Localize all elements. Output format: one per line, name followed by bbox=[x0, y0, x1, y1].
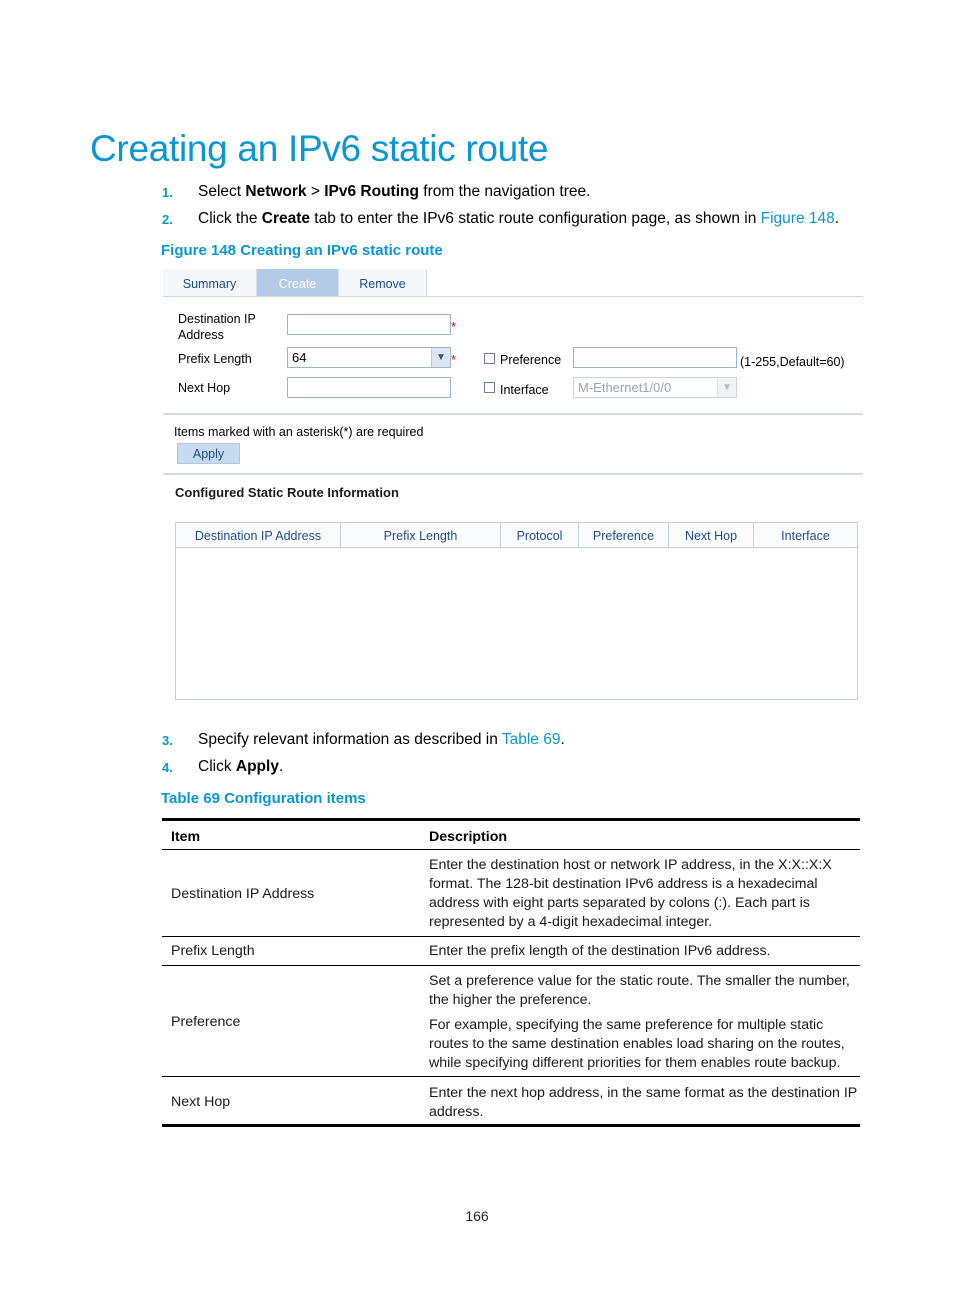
tab-bar bbox=[163, 269, 863, 297]
apply-ref: Apply bbox=[235, 758, 279, 775]
page-title: Creating an IPv6 static route bbox=[90, 128, 549, 169]
required-asterisk: * bbox=[451, 352, 457, 367]
table-cell-description: Enter the prefix length of the destination IPv6 address. bbox=[429, 943, 771, 959]
step-2 bbox=[162, 210, 882, 230]
step-number: 1. bbox=[162, 185, 173, 200]
interface-select[interactable] bbox=[573, 377, 737, 398]
interface-value: M-Ethernet1/0/0 bbox=[578, 380, 672, 395]
table-header-item: Item bbox=[171, 829, 201, 845]
step-3 bbox=[162, 731, 862, 751]
prefix-length-select[interactable] bbox=[287, 347, 451, 368]
create-route-form bbox=[163, 269, 863, 701]
prefix-length-value: 64 bbox=[292, 350, 307, 365]
table-header-description: Description bbox=[429, 829, 508, 845]
table-caption: Table 69 Configuration items bbox=[161, 790, 366, 807]
grid-col-interface[interactable]: Interface bbox=[781, 529, 830, 543]
step-text-part: Select bbox=[198, 183, 246, 200]
step-1 bbox=[162, 183, 862, 203]
grid-col-preference[interactable]: Preference bbox=[579, 523, 669, 547]
prefix-length-label: Prefix Length bbox=[178, 352, 252, 366]
step-text-part: Specify relevant information as described in bbox=[198, 731, 502, 748]
table-cell-item: Preference bbox=[171, 1014, 241, 1030]
table-cell-description: Set a preference value for the static route. The smaller the number, the higher the preference. bbox=[429, 973, 850, 1008]
tab-create[interactable]: Create bbox=[257, 269, 339, 296]
next-hop-label: Next Hop bbox=[178, 381, 231, 395]
table-rule bbox=[162, 818, 860, 821]
table-rule bbox=[162, 1124, 860, 1127]
table-cell-description: For example, specifying the same preference for multiple static routes to the same destination enables load sharing on the routes, while specifying different priorities for them enables route backup. bbox=[429, 1017, 845, 1071]
required-asterisk: * bbox=[451, 319, 457, 334]
interface-label: Interface bbox=[500, 383, 549, 397]
grid-header bbox=[176, 523, 857, 548]
apply-button[interactable]: Apply bbox=[177, 443, 240, 464]
tab-summary[interactable]: Summary bbox=[163, 269, 257, 296]
step-text bbox=[198, 731, 565, 749]
next-hop-input[interactable] bbox=[287, 377, 451, 398]
preference-checkbox[interactable] bbox=[484, 353, 495, 364]
divider bbox=[163, 473, 863, 475]
step-text-part: Click the bbox=[198, 210, 262, 227]
grid-col-prefix-length[interactable]: Prefix Length bbox=[341, 523, 501, 547]
step-number: 2. bbox=[162, 212, 173, 227]
create-tab-ref: Create bbox=[261, 210, 310, 227]
table-rule bbox=[162, 849, 860, 850]
table-cell-item: Next Hop bbox=[171, 1094, 231, 1110]
destination-label-line: Address bbox=[178, 328, 224, 342]
step-text-part: . bbox=[278, 758, 284, 775]
static-route-grid bbox=[175, 522, 858, 700]
chevron-down-icon[interactable]: ▼ bbox=[431, 348, 450, 367]
required-note: Items marked with an asterisk(*) are required bbox=[174, 425, 424, 439]
preference-label: Preference bbox=[500, 353, 562, 367]
table-rule bbox=[162, 1076, 860, 1077]
table-cell-description: Enter the destination host or network IP address, in the X:X::X:X format. The 128-bit destination IPv6 address is a hexadecimal address with eight parts separated by colons (:). Each part is represented by a 4-digit hexadecimal integer. bbox=[429, 857, 832, 930]
destination-label bbox=[178, 311, 256, 343]
page-number: 166 bbox=[465, 1208, 489, 1224]
step-text bbox=[198, 183, 590, 201]
destination-input[interactable] bbox=[287, 314, 451, 335]
table-cell-item: Prefix Length bbox=[171, 943, 255, 959]
grid-col-destination[interactable]: Destination IP Address bbox=[176, 523, 341, 547]
step-text-part: Click bbox=[198, 758, 236, 775]
destination-label-line: Destination IP bbox=[178, 312, 256, 326]
table-rule bbox=[162, 936, 860, 937]
divider bbox=[163, 413, 863, 415]
table-rule bbox=[162, 965, 860, 966]
chevron-down-icon[interactable]: ▼ bbox=[717, 378, 736, 397]
table-cell-item: Destination IP Address bbox=[171, 886, 315, 902]
figure-link[interactable]: Figure 148 bbox=[760, 210, 835, 227]
table-link[interactable]: Table 69 bbox=[501, 731, 561, 748]
menu-network: Network bbox=[245, 183, 307, 200]
step-text-part: from the navigation tree. bbox=[418, 183, 591, 200]
config-table bbox=[162, 818, 860, 1130]
step-text-part: > bbox=[306, 183, 325, 200]
step-text-part: tab to enter the IPv6 static route configuration page, as shown in bbox=[310, 210, 761, 227]
preference-input[interactable] bbox=[573, 347, 737, 368]
step-number: 4. bbox=[162, 760, 173, 775]
step-text bbox=[198, 758, 283, 776]
interface-checkbox[interactable] bbox=[484, 382, 495, 393]
step-4 bbox=[162, 758, 862, 778]
section-title: Configured Static Route Information bbox=[175, 485, 399, 500]
preference-hint: (1-255,Default=60) bbox=[740, 355, 845, 369]
grid-col-next-hop[interactable]: Next Hop bbox=[669, 523, 754, 547]
tab-remove[interactable]: Remove bbox=[339, 269, 427, 296]
menu-ipv6-routing: IPv6 Routing bbox=[324, 183, 419, 200]
step-number: 3. bbox=[162, 733, 173, 748]
figure-caption: Figure 148 Creating an IPv6 static route bbox=[161, 242, 443, 259]
table-cell-description: Enter the next hop address, in the same format as the destination IP address. bbox=[429, 1085, 857, 1120]
step-text-part: . bbox=[560, 731, 565, 748]
grid-col-protocol[interactable]: Protocol bbox=[501, 523, 579, 547]
step-text-part: . bbox=[834, 210, 840, 227]
step-text bbox=[198, 210, 839, 228]
